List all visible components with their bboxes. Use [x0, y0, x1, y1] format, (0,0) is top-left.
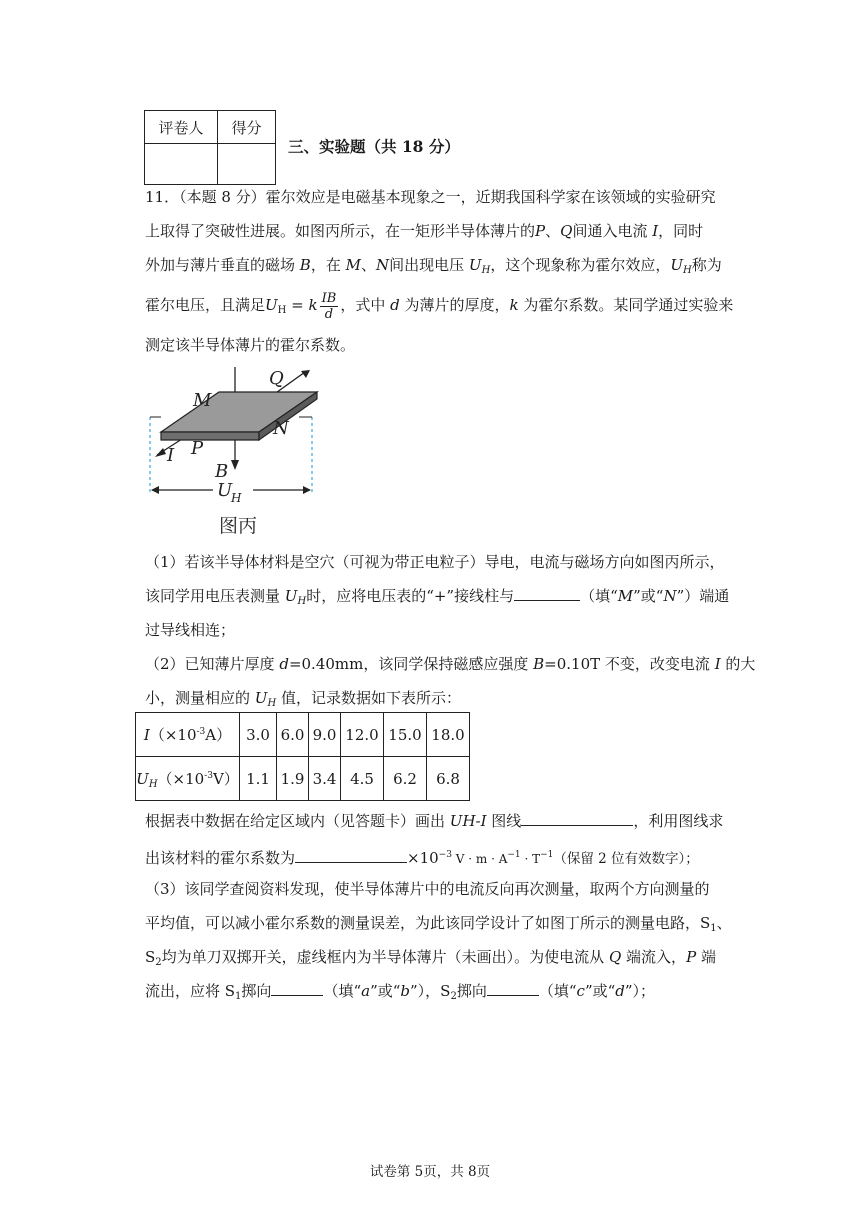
var-B: B: [299, 256, 311, 274]
answer-blank-1[interactable]: [514, 582, 580, 601]
text: 时，应将电压表的“+”接线柱与: [306, 587, 515, 605]
text: （2）已知薄片厚度: [145, 655, 275, 673]
var-U: U: [284, 587, 298, 605]
score-cell[interactable]: [218, 144, 276, 185]
exponent: -3: [204, 770, 213, 781]
p1-line-1: [145, 545, 725, 579]
var-B: B: [533, 655, 545, 673]
label-M: M: [193, 390, 212, 411]
text: 为薄片的厚度，: [404, 296, 510, 314]
text: 根据表中数据在给定区域内（见答题卡）画出: [145, 812, 446, 830]
exponent: −1: [507, 850, 521, 860]
hall-effect-figure: [145, 362, 325, 542]
p1-line-3: [145, 613, 715, 647]
text: 间出现电压: [389, 256, 465, 274]
answer-blank-3[interactable]: [295, 844, 407, 863]
text: （填“: [538, 982, 577, 1000]
text: 称为: [691, 256, 722, 274]
text: 的大: [725, 655, 756, 673]
text: 掷向: [241, 982, 272, 1000]
text: ，在: [310, 256, 341, 274]
text: 测定该半导体薄片的霍尔系数。: [145, 336, 356, 354]
answer-blank-5[interactable]: [487, 977, 539, 996]
uh-arrow-right-icon: [303, 486, 311, 494]
label-P: P: [191, 438, 204, 459]
var-I: I: [652, 222, 659, 240]
exponent: −1: [540, 850, 554, 860]
current-arrow-bottom-icon: [155, 448, 166, 457]
text: 、: [716, 914, 732, 932]
text: （1）若该半导体材料是空穴（可视为带正电粒子）导电，电流与磁场方向如图丙所示，: [145, 553, 725, 571]
p3-line-1: [145, 872, 715, 906]
p1-line-2: [145, 579, 730, 613]
var-U: U: [136, 769, 149, 788]
text: （填“: [323, 982, 362, 1000]
page-footer: 试卷第 5页，共 8页: [369, 1164, 491, 1180]
sub-H: H: [481, 265, 491, 276]
data-table: [135, 712, 470, 801]
label-U: U: [217, 480, 233, 501]
text: 平均值，可以减小霍尔系数的测量误差，为此该同学设计了如图丁所示的测量电路，S: [145, 914, 711, 932]
option-b: b: [400, 982, 411, 1000]
q11-line-3: [145, 248, 722, 282]
q11-line-1: [145, 180, 715, 214]
text: 端流入，: [626, 948, 687, 966]
text: 过导线相连；: [145, 621, 236, 639]
text: 间通入电流: [572, 222, 648, 240]
text: ”或“: [370, 982, 401, 1000]
var-N: N: [376, 256, 390, 274]
subscript: 2: [450, 991, 457, 1002]
p3-line-4: [145, 974, 715, 1008]
var-I: I: [714, 655, 721, 673]
text: A）: [205, 726, 232, 744]
text: ，这个现象称为霍尔效应，: [490, 256, 671, 274]
subscript: 2: [155, 957, 162, 968]
table-cell: 18.0: [427, 713, 470, 757]
subscript: 1: [235, 991, 242, 1002]
text: （保留 2 位有效数字）；: [553, 851, 699, 867]
text: 掷向: [456, 982, 487, 1000]
table-cell: 9.0: [309, 713, 341, 757]
text: 、: [360, 256, 376, 274]
text: V）: [212, 769, 239, 788]
text: 值，记录数据如下表所示：: [280, 689, 461, 707]
var-U: U: [265, 296, 278, 314]
sub-H: H: [682, 265, 692, 276]
var-k: k: [308, 296, 318, 314]
text: ×10: [407, 849, 439, 867]
row-header-voltage: [136, 757, 240, 801]
text: ”或“: [633, 587, 664, 605]
text: （×10: [157, 769, 205, 788]
p3-line-3: [145, 940, 715, 974]
q11-line-5: [145, 328, 715, 362]
var-M: M: [617, 587, 634, 605]
sub-H: H: [267, 698, 277, 709]
score-header: 得分: [218, 111, 276, 144]
figure-caption: 图丙: [219, 515, 258, 537]
text: （填“: [580, 587, 618, 605]
field-arrow-icon: [231, 460, 239, 470]
table-cell: 1.1: [240, 757, 277, 801]
option-d: d: [615, 982, 625, 1000]
text: ，利用图线求: [633, 812, 724, 830]
answer-blank-2[interactable]: [521, 807, 633, 826]
formula-fraction: [320, 291, 339, 322]
fraction-denominator: d: [324, 306, 334, 322]
text: =0.40mm，该同学保持磁感应强度: [288, 655, 529, 673]
text: S: [145, 948, 156, 966]
var-M: M: [345, 256, 361, 274]
p2-line-2: [145, 681, 715, 715]
var-UH-I: UH-I: [449, 812, 487, 830]
var-Q: Q: [560, 222, 573, 240]
sub-H: H: [148, 778, 158, 790]
text: 流出，应将 S: [145, 982, 236, 1000]
plate-front-edge: [161, 432, 259, 440]
option-c: c: [576, 982, 585, 1000]
text: （×10: [149, 726, 197, 744]
parts-1-2: [145, 545, 756, 715]
text: 出该材料的霍尔系数为: [145, 849, 296, 867]
text: 、: [545, 222, 561, 240]
var-d: d: [390, 296, 400, 314]
text: 上取得了突破性进展。如图丙所示，在一矩形半导体薄片的: [145, 222, 536, 240]
question-11-intro: [145, 180, 734, 362]
text: 图线: [491, 812, 522, 830]
text: 端: [700, 948, 716, 966]
var-P: P: [686, 948, 697, 966]
var-P: P: [535, 222, 546, 240]
table-cell: 1.9: [277, 757, 309, 801]
text: ”）端通: [676, 587, 730, 605]
text: （3）该同学查阅资料发现，使半导体薄片中的电流反向再次测量，取两个方向测量的: [145, 880, 710, 898]
label-N: N: [273, 418, 289, 439]
sub-H: H: [277, 305, 287, 316]
table-cell: 12.0: [341, 713, 384, 757]
p2-line-1: [145, 647, 756, 681]
var-U: U: [254, 689, 268, 707]
section-title: 三、实验题（共 18 分）: [288, 137, 460, 156]
sub-H: H: [297, 596, 307, 607]
q11-lead: 11．（本题 8 分）霍尔效应是电磁基本现象之一，近期我国科学家在该领域的实验研究: [145, 188, 716, 206]
table-cell: 6.0: [277, 713, 309, 757]
table-cell: 4.5: [341, 757, 384, 801]
text: ”）；: [624, 982, 656, 1000]
text: 小，测量相应的: [145, 689, 251, 707]
answer-blank-4[interactable]: [271, 977, 323, 996]
label-B: B: [215, 461, 229, 482]
exponent: -3: [196, 727, 206, 737]
table-cell: 6.8: [427, 757, 470, 801]
table-row-voltage: [136, 757, 470, 801]
text: 均为单刀双掷开关，虚线框内为半导体薄片（未画出）。为使电流从: [161, 948, 605, 966]
q11-line-2: [145, 214, 715, 248]
label-Q: Q: [269, 368, 284, 389]
text: 外加与薄片垂直的磁场: [145, 256, 296, 274]
table-cell: 3.0: [240, 713, 277, 757]
var-N: N: [663, 587, 677, 605]
reviewer-header: 评卷人: [145, 111, 218, 144]
option-a: a: [361, 982, 371, 1000]
label-H-sub: H: [231, 491, 242, 505]
var-d: d: [279, 655, 289, 673]
text: =0.10T 不变，改变电流: [544, 655, 710, 673]
table-row-current: [136, 713, 470, 757]
table-cell: 6.2: [384, 757, 427, 801]
text: =: [286, 296, 309, 314]
var-k: k: [509, 296, 519, 314]
at-line-2: [145, 838, 715, 872]
text: ”或“: [584, 982, 616, 1000]
text: 霍尔电压，且满足: [145, 296, 266, 314]
text: 为霍尔系数。某同学通过实验来: [523, 296, 734, 314]
text: ，式中: [340, 296, 386, 314]
var-Q: Q: [608, 948, 622, 966]
reviewer-cell[interactable]: [145, 144, 218, 185]
var-I: I: [143, 726, 150, 744]
table-cell: 3.4: [309, 757, 341, 801]
text: 该同学用电压表测量: [145, 587, 281, 605]
text: · T: [520, 852, 541, 866]
text: ”），S: [410, 982, 451, 1000]
p3-line-2: [145, 906, 732, 940]
text: V · m · A: [451, 852, 508, 866]
var-U: U: [670, 256, 683, 274]
after-table-and-part-3: [145, 804, 732, 1008]
var-U: U: [468, 256, 482, 274]
exponent: −3: [438, 850, 452, 860]
label-I: I: [167, 445, 175, 466]
q11-line-4: [145, 282, 734, 328]
uh-arrow-left-icon: [151, 486, 159, 494]
grading-box: [144, 110, 276, 185]
at-line-1: [145, 804, 724, 838]
fraction-numerator: IB: [321, 290, 337, 306]
text: ，同时: [658, 222, 704, 240]
row-header-current: [136, 713, 240, 757]
subscript: 1: [710, 923, 717, 934]
table-cell: 15.0: [384, 713, 427, 757]
